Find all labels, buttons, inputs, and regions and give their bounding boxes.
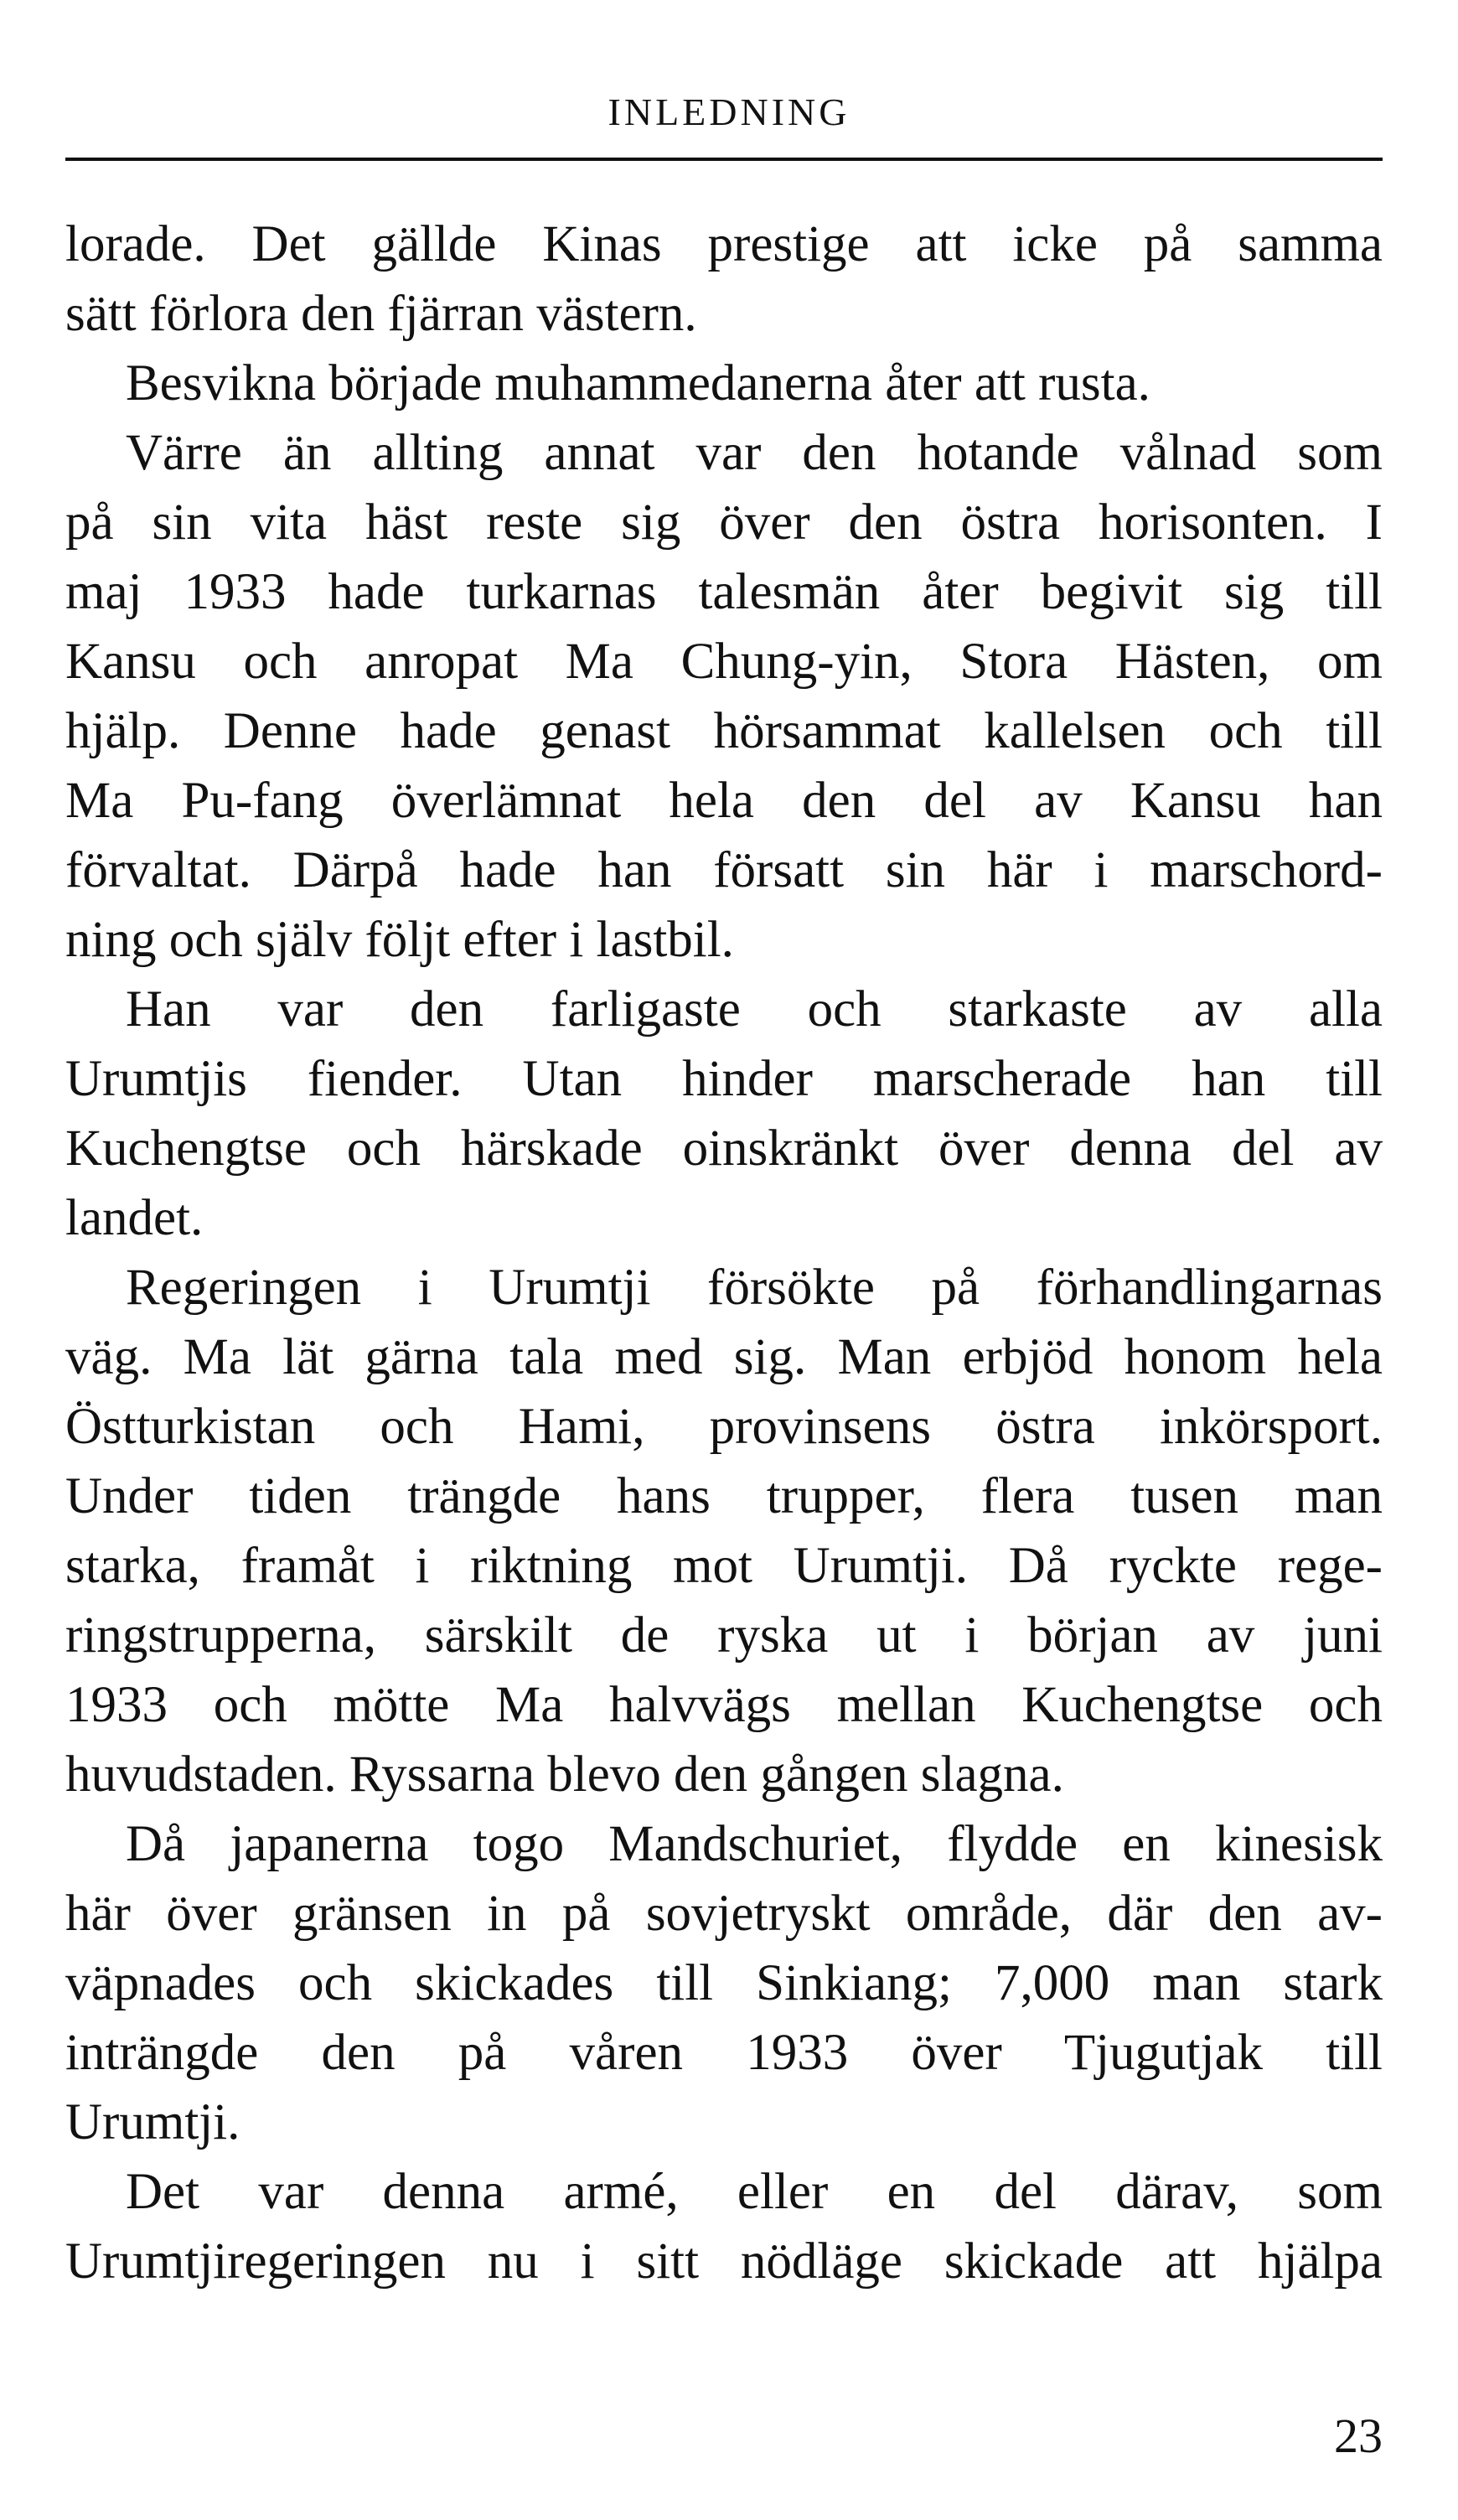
text-line: ringstrupperna, särskilt de ryska ut i början av juni (65, 1607, 1383, 1664)
text-line: lorade. Det gällde Kinas prestige att icke på samma (65, 216, 1383, 272)
text-line: väpnades och skickades till Sinkiang; 7,000 man stark (65, 1955, 1383, 2011)
text-line: Urumtjiregeringen nu i sitt nödläge skickade att hjälpa (65, 2233, 1383, 2290)
text-line: Det var denna armé, eller en del därav, som (126, 2164, 1383, 2220)
text-line: sätt förlora den fjärran västern. (65, 286, 697, 342)
text-line: Värre än allting annat var den hotande vålnad som (126, 425, 1383, 481)
text-line: ning och själv följt efter i lastbil. (65, 912, 734, 968)
text-line: Regeringen i Urumtji försökte på förhandlingarnas (126, 1260, 1383, 1316)
text-line: maj 1933 hade turkarnas talesmän åter begivit sig till (65, 564, 1383, 620)
text-line: Östturkistan och Hami, provinsens östra inkörsport. (65, 1399, 1383, 1455)
text-line: förvaltat. Därpå hade han försatt sin här i marschord- (65, 842, 1383, 898)
text-line: starka, framåt i riktning mot Urumtji. Då ryckte rege- (65, 1538, 1383, 1594)
text-line: 1933 och mötte Ma halvvägs mellan Kuchengtse och (65, 1677, 1383, 1733)
text-line: Besvikna började muhammedanerna åter att rusta. (126, 355, 1150, 411)
text-line: landet. (65, 1190, 204, 1246)
text-line: Under tiden trängde hans trupper, flera tusen man (65, 1468, 1383, 1524)
page-number: 23 (1334, 2409, 1383, 2463)
text-line: huvudstaden. Ryssarna blevo den gången slagna. (65, 1746, 1064, 1803)
text-line: Då japanerna togo Mandschuriet, flydde en kinesisk (126, 1816, 1383, 1872)
text-line: Urumtji. (65, 2094, 240, 2150)
text-line: väg. Ma lät gärna tala med sig. Man erbjöd honom hela (65, 1329, 1383, 1385)
text-line: inträngde den på våren 1933 över Tjugutjak till (65, 2025, 1383, 2081)
text-line: Kansu och anropat Ma Chung-yin, Stora Hästen, om (65, 634, 1383, 690)
text-line: Kuchengtse och härskade oinskränkt över denna del av (65, 1120, 1383, 1177)
text-line: Han var den farligaste och starkaste av alla (126, 981, 1383, 1037)
text-line: Ma Pu-fang överlämnat hela den del av Kansu han (65, 773, 1383, 829)
text-line: här över gränsen in på sovjetryskt område, där den av- (65, 1886, 1383, 1942)
text-line: Urumtjis fiender. Utan hinder marscherade han till (65, 1051, 1383, 1107)
text-line: hjälp. Denne hade genast hörsammat kallelsen och till (65, 703, 1383, 759)
text-line: på sin vita häst reste sig över den östra horisonten. I (65, 494, 1383, 551)
running-head: INLEDNING (608, 91, 850, 133)
header-rule (65, 158, 1383, 161)
